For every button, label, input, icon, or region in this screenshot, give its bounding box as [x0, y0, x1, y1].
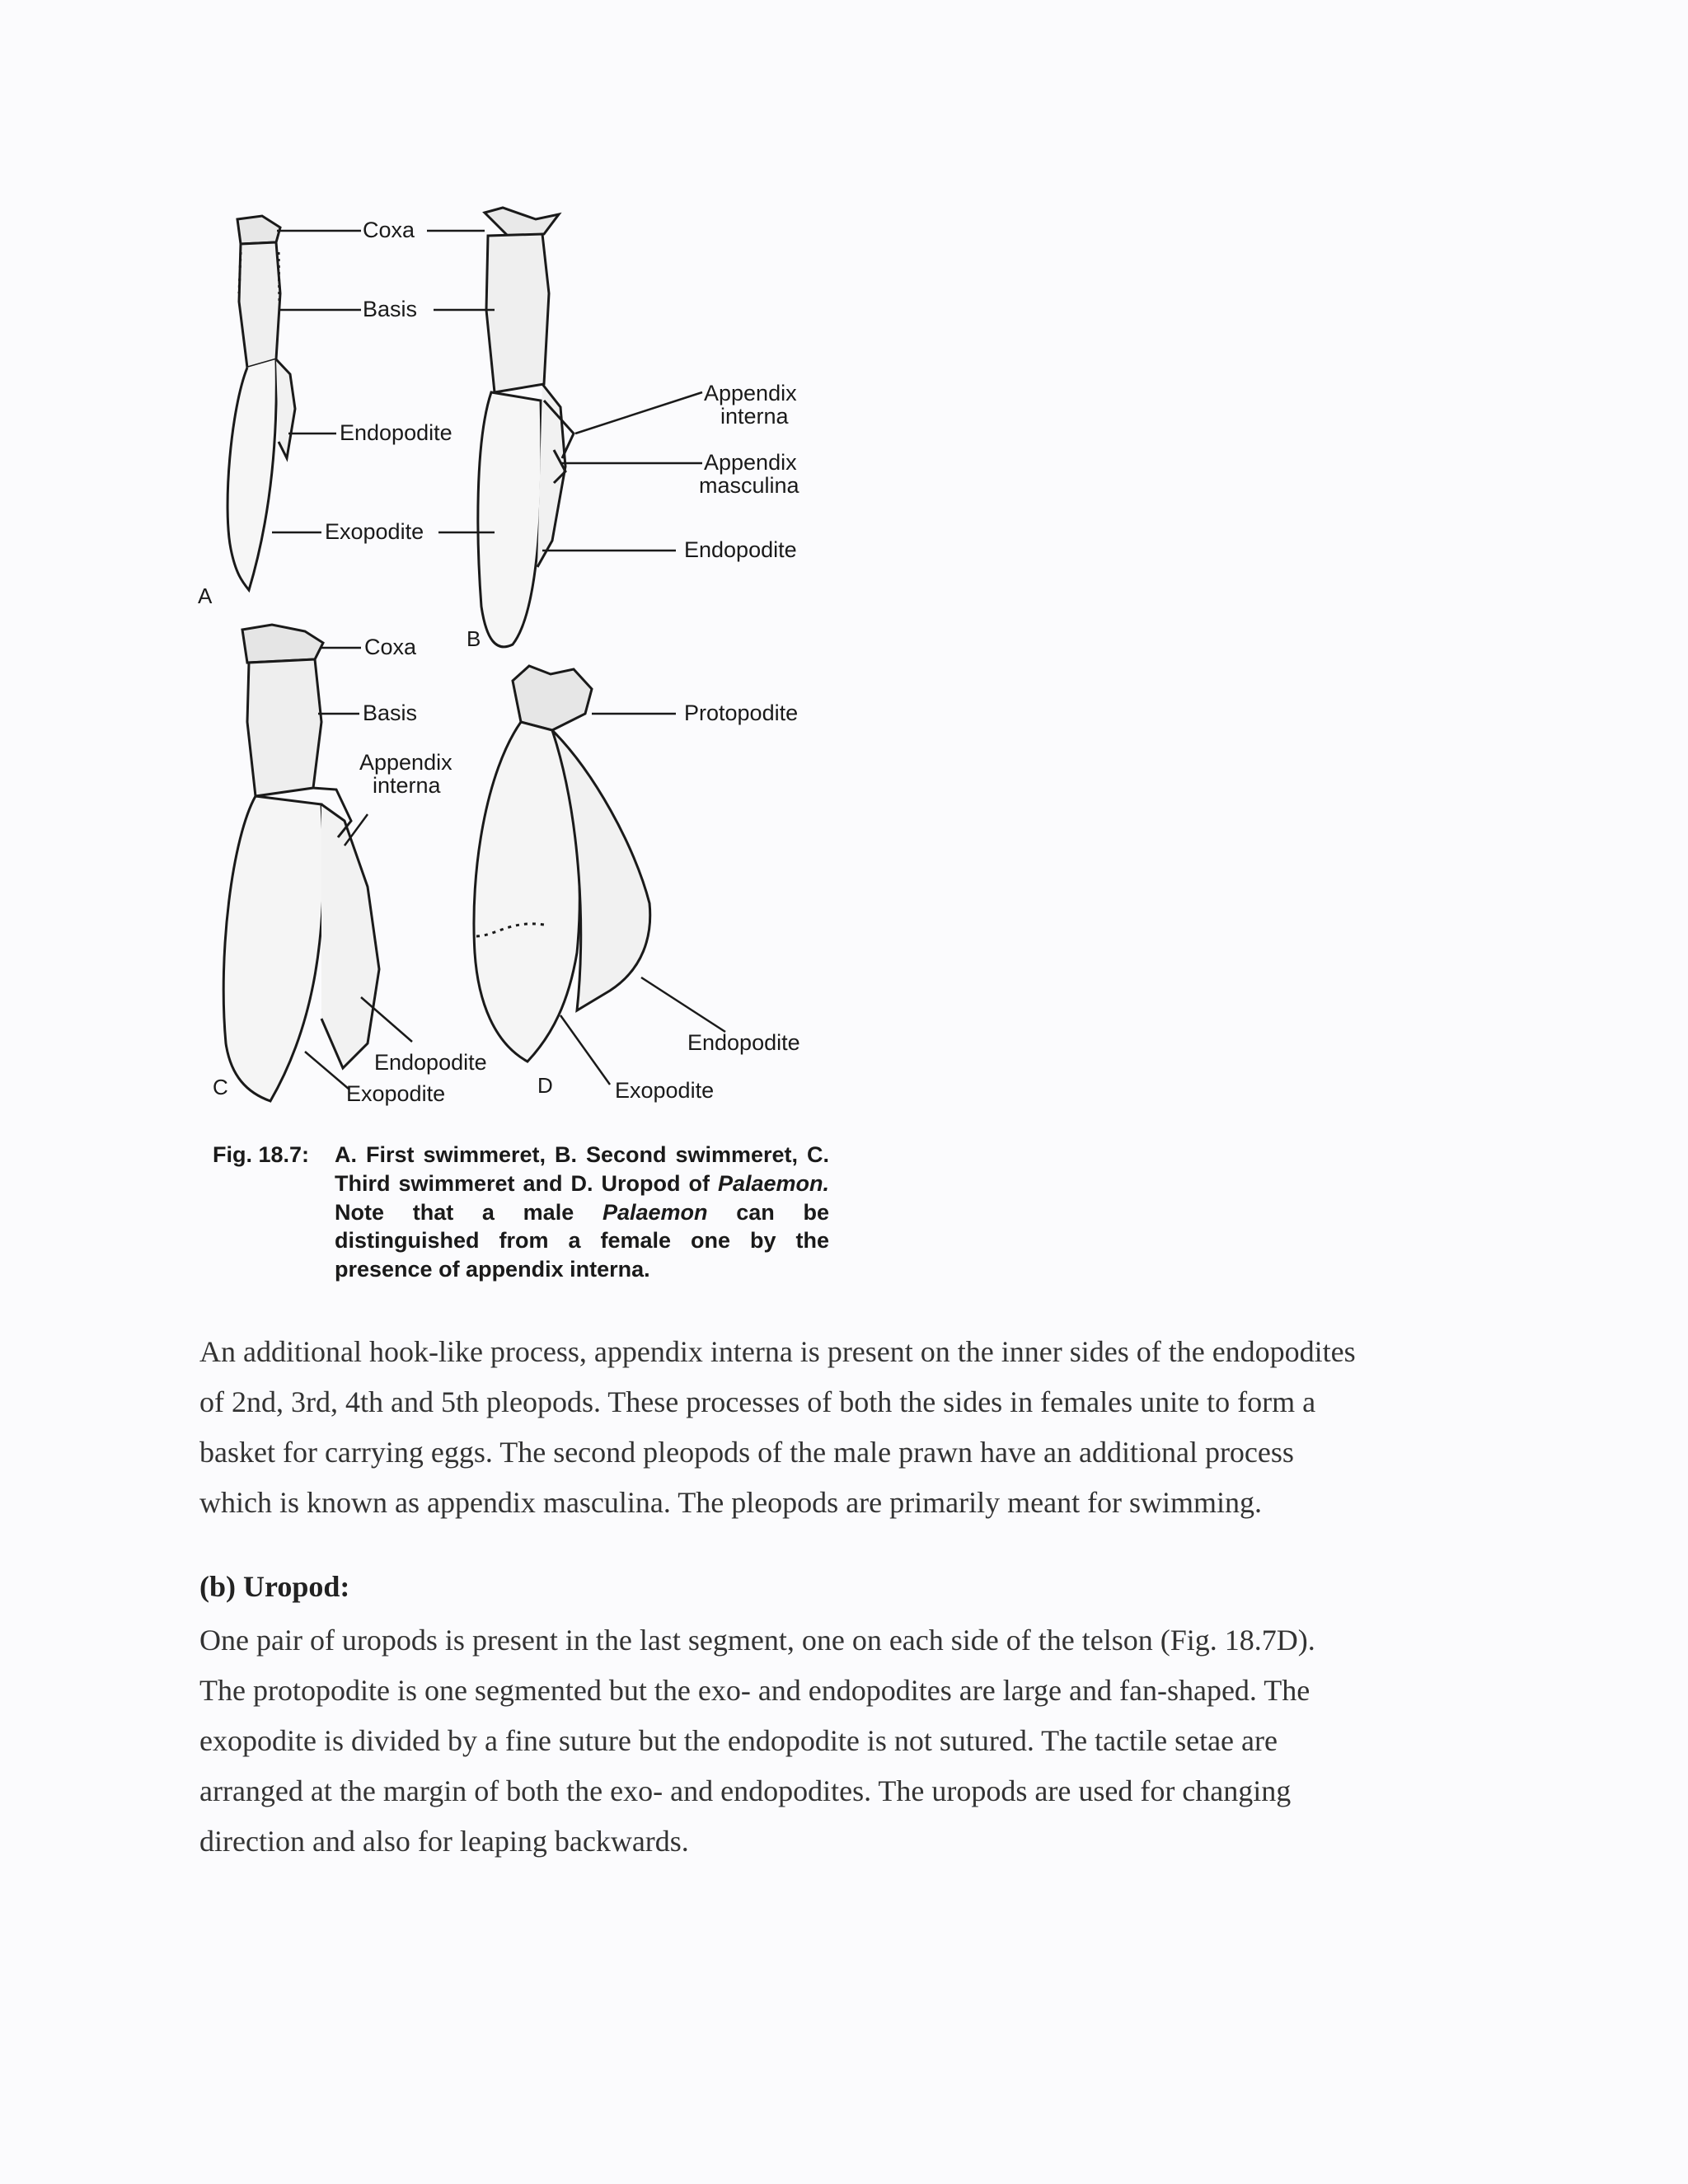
- figure-swimmerets: [198, 194, 841, 1299]
- panel-letter-b: B: [467, 626, 481, 651]
- paragraph-line: basket for carrying eggs. The second pleopods of the male prawn have an additional process: [199, 1436, 1294, 1469]
- label-a-basis: Basis: [363, 297, 418, 321]
- figure-drawing: [198, 194, 841, 1299]
- uropod-d-drawing: [474, 666, 650, 1062]
- panel-letter-a: A: [198, 583, 213, 608]
- label-a-exopodite: Exopodite: [325, 519, 424, 544]
- paragraph-line: of 2nd, 3rd, 4th and 5th pleopods. These processes of both the sides in females unite to form a: [199, 1385, 1316, 1418]
- leader-d-endopodite: [641, 977, 725, 1032]
- caption-part1: A. First swimmeret, B. Second swimmeret, C. Third swimmeret and D. Uropod of: [335, 1142, 829, 1196]
- caption-part3: can be distinguished from a female one by the presence of appendix interna.: [335, 1199, 829, 1282]
- appendage-b-drawing: [478, 208, 574, 647]
- caption-label: Fig. 18.7:: [213, 1142, 310, 1167]
- section-heading-uropod: (b) Uropod:: [199, 1570, 350, 1603]
- paragraph-line: direction and also for leaping backwards.: [199, 1825, 689, 1858]
- label-c-endopodite: Endopodite: [374, 1050, 487, 1075]
- paragraph-uropod: [199, 1615, 1518, 1867]
- caption-italic-palaemon-2: Palaemon: [602, 1199, 708, 1225]
- caption-text: [335, 1141, 829, 1284]
- paragraph-pleopods: [199, 1327, 1518, 1528]
- paragraph-line: which is known as appendix masculina. The pleopods are primarily meant for swimming.: [199, 1486, 1263, 1519]
- label-c-exopodite: Exopodite: [346, 1081, 446, 1106]
- label-b-endopodite: Endopodite: [684, 537, 797, 562]
- label-a-coxa: Coxa: [363, 218, 415, 242]
- appendage-a-drawing: [227, 216, 295, 590]
- panel-letter-c: C: [213, 1075, 228, 1099]
- label-b-appendix-masculina-2: masculina: [699, 473, 799, 498]
- label-b-appendix-interna-2: interna: [720, 404, 789, 429]
- caption-italic-palaemon-1: Palaemon.: [717, 1170, 829, 1196]
- paragraph-line: arranged at the margin of both the exo- and endopodites. The uropods are used for changing: [199, 1774, 1292, 1807]
- label-b-appendix-masculina-1: Appendix: [704, 450, 797, 475]
- leader-b-appendix-interna: [575, 392, 702, 434]
- label-c-appendix-interna-1: Appendix: [359, 750, 452, 775]
- label-c-basis: Basis: [363, 701, 418, 725]
- label-b-appendix-interna-1: Appendix: [704, 381, 797, 405]
- paragraph-line: An additional hook-like process, appendix interna is present on the inner sides of the endopodites: [199, 1335, 1356, 1368]
- label-d-protopodite: Protopodite: [684, 701, 799, 725]
- label-c-coxa: Coxa: [364, 635, 417, 659]
- leader-d-exopodite: [560, 1015, 610, 1085]
- appendage-c-drawing: [223, 625, 379, 1101]
- caption-part2: Note that a male: [335, 1199, 603, 1225]
- paragraph-line: One pair of uropods is present in the last segment, one on each side of the telson (Fig. 18.7D).: [199, 1624, 1315, 1657]
- paragraph-line: The protopodite is one segmented but the exo- and endopodites are large and fan-shaped. The: [199, 1674, 1311, 1707]
- label-a-endopodite: Endopodite: [340, 420, 452, 445]
- paragraph-line: exopodite is divided by a fine suture but the endopodite is not sutured. The tactile setae are: [199, 1724, 1278, 1757]
- label-d-endopodite: Endopodite: [687, 1030, 800, 1055]
- label-d-exopodite: Exopodite: [615, 1078, 715, 1103]
- label-c-appendix-interna-2: interna: [373, 773, 441, 798]
- panel-letter-d: D: [537, 1073, 553, 1098]
